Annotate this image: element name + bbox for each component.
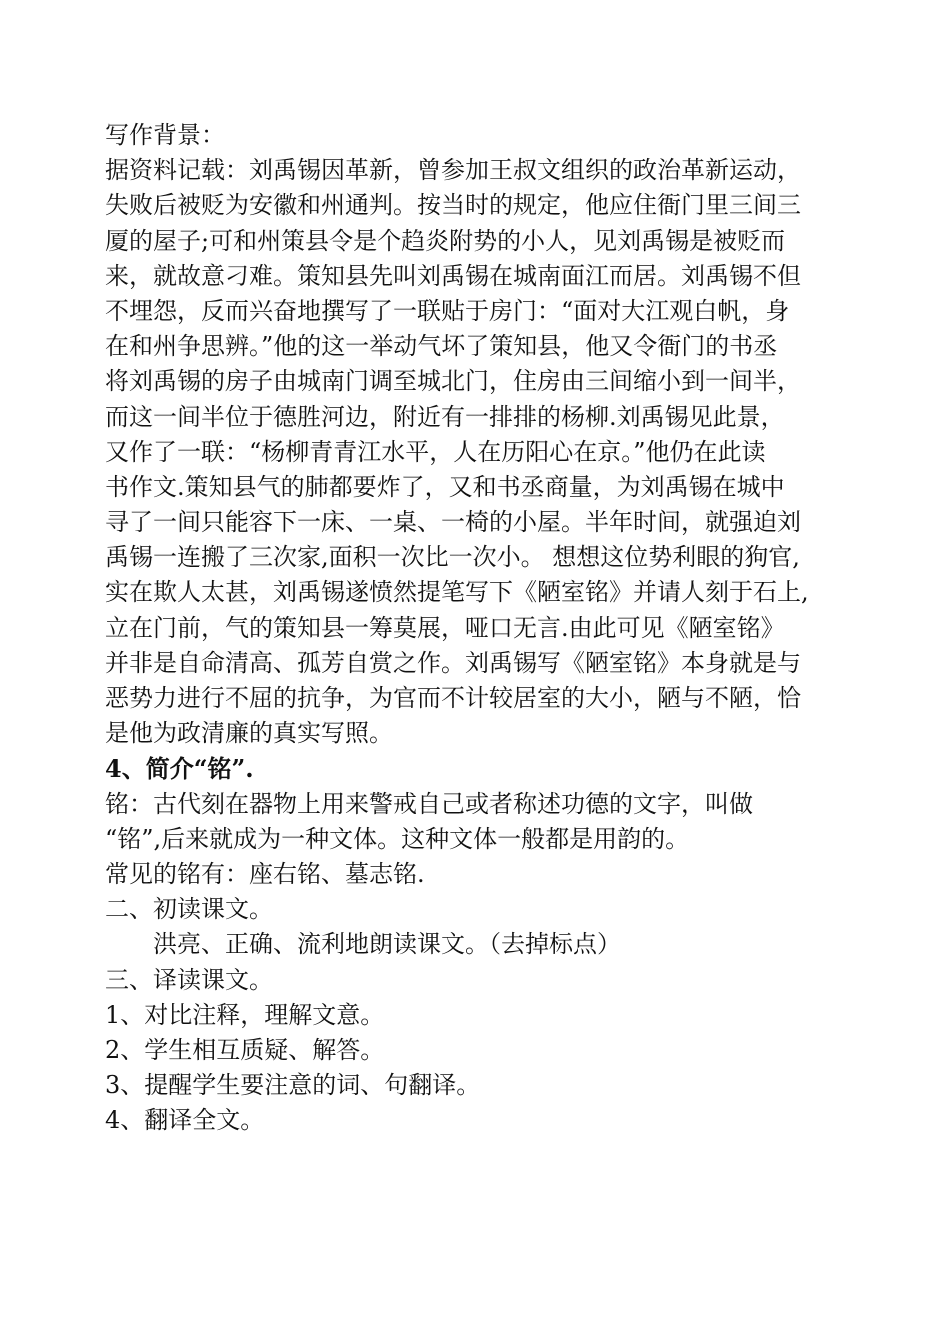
paragraph-line: 并非是自命清高、孤芳自赏之作。刘禹锡写《陋室铭》本身就是与 [105, 648, 801, 677]
paragraph-line: 来，就故意刁难。策知县先叫刘禹锡在城南面江而居。刘禹锡不但 [105, 261, 801, 290]
section-3-heading: 三、译读课文。 [105, 965, 273, 994]
paragraph-line: 将刘禹锡的房子由城南门调至城北门，住房由三间缩小到一间半， [105, 367, 801, 396]
background-paragraph [105, 153, 865, 751]
background-heading: 写作背景： [105, 121, 225, 149]
paragraph-line: 是他为政清廉的真实写照。 [105, 719, 393, 748]
paragraph-line: 寻了一间只能容下一床、一桌、一椅的小屋。半年时间，就强迫刘 [105, 508, 801, 537]
paragraph-line: 立在门前，气的策知县一筹莫展，哑口无言.由此可见《陋室铭》 [105, 613, 785, 642]
paragraph-line: 据资料记载：刘禹锡因革新，曾参加王叔文组织的政治革新运动， [105, 156, 801, 185]
paragraph-line: “铭”,后来就成为一种文体。这种文体一般都是用韵的。 [105, 824, 690, 853]
paragraph-line: 失败后被贬为安徽和州通判。按当时的规定，他应住衙门里三间三 [105, 191, 801, 220]
section-3-list [105, 998, 865, 1139]
paragraph-line: 实在欺人太甚，刘禹锡遂愤然提笔写下《陋室铭》并请人刻于石上, [105, 578, 809, 607]
list-item: 2、学生相互质疑、解答。 [105, 1035, 385, 1064]
paragraph-line: 又作了一联：“杨柳青青江水平，人在历阳心在京。”他仍在此读 [105, 437, 766, 466]
paragraph-line: 禹锡一连搬了三次家,面积一次比一次小。 想想这位势利眼的狗官, [105, 543, 800, 572]
section-2-heading: 二、初读课文。 [105, 895, 273, 924]
list-item: 3、提醒学生要注意的词、句翻译。 [105, 1071, 481, 1100]
list-item: 4、翻译全文。 [105, 1106, 265, 1135]
paragraph-line: 在和州争思辨。”他的这一举动气坏了策知县，他又令衙门的书丞 [105, 332, 778, 361]
ming-paragraph [105, 787, 865, 893]
paragraph-line: 而这一间半位于德胜河边，附近有一排排的杨柳.刘禹锡见此景， [105, 402, 785, 431]
paragraph-line: 书作文.策知县气的肺都要炸了，又和书丞商量，为刘禹锡在城中 [105, 472, 785, 501]
list-item: 1、对比注释，理解文意。 [105, 1000, 385, 1029]
paragraph-line: 厦的屋子;可和州策县令是个趋炎附势的小人，见刘禹锡是被贬而 [105, 226, 786, 255]
document-page [105, 118, 865, 1138]
paragraph-line: 常见的铭有：座右铭、墓志铭. [105, 859, 425, 888]
paragraph-line: 恶势力进行不屈的抗争，为官而不计较居室的大小，陋与不陋，恰 [105, 684, 801, 712]
paragraph-line: 铭：古代刻在器物上用来警戒自己或者称述功德的文字，叫做 [105, 789, 753, 818]
paragraph-line: 不埋怨，反而兴奋地撰写了一联贴于房门：“面对大江观白帆，身 [105, 296, 790, 325]
section-2-body: 洪亮、正确、流利地朗读课文。（去掉标点） [153, 930, 621, 959]
ming-heading: 4、简介“铭”. [105, 754, 254, 784]
